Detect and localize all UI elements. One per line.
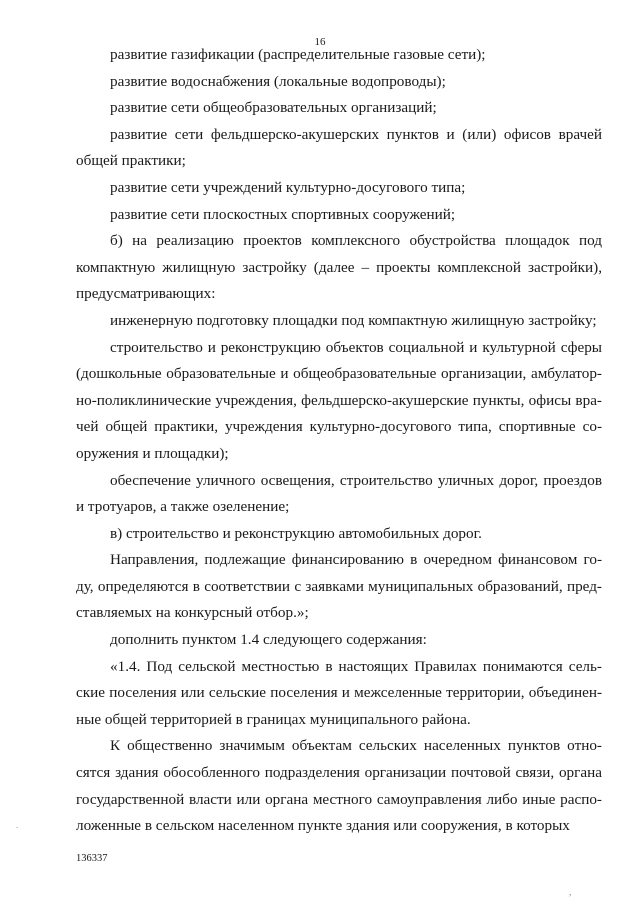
text-line: (дошкольные образовательные и общеобразовательные организации, амбулатор-	[76, 365, 602, 383]
text-line: развитие сети учреждений культурно-досугового типа;	[110, 178, 466, 196]
paragraph	[76, 202, 602, 229]
text-line: ду, определяются в соответствии с заявками муниципальных образований, пред-	[76, 577, 602, 595]
page-number: 16	[314, 36, 326, 48]
text-line: чей общей практики, учреждения культурно-досугового типа, спортивные со-	[76, 418, 602, 436]
text-line: предусматривающих:	[76, 285, 216, 303]
paragraph	[76, 122, 602, 175]
document-code: 136337	[76, 853, 108, 864]
text-line: общей практики;	[76, 152, 186, 170]
text-line: развитие газификации (распределительные газовые сети);	[110, 46, 486, 63]
text-line: оружения и площадки);	[76, 444, 229, 462]
text-line: ставляемых на конкурсный отбор.»;	[76, 604, 309, 622]
text-line: но-поликлинические учреждения, фельдшерско-акушерские пункты, офисы вра-	[76, 391, 602, 409]
text-line: ные общей территорией в границах муниципального района.	[76, 710, 471, 728]
text-line: инженерную подготовку площадки под компактную жилищную застройку;	[110, 311, 597, 329]
text-line: обеспечение уличного освещения, строительство уличных дорог, проездов	[110, 471, 602, 489]
text-line: ложенные в сельском населенном пункте здания или сооружения, в которых	[76, 817, 570, 835]
margin-mark: .	[16, 820, 19, 830]
text-line: К общественно значимым объектам сельских населенных пунктов отно-	[110, 737, 602, 755]
paragraph	[76, 547, 602, 627]
text-line: в) строительство и реконструкцию автомобильных дорог.	[110, 524, 482, 542]
text-line: строительство и реконструкцию объектов социальной и культурной сферы	[110, 338, 602, 356]
text-line: компактную жилищную застройку (далее – проекты комплексной застройки),	[76, 258, 602, 276]
scan-mark: ,	[569, 887, 572, 897]
text-line: ские поселения или сельские поселения и межселенные территории, объединен-	[76, 684, 602, 702]
text-line: развитие водоснабжения (локальные водопроводы);	[110, 72, 446, 90]
paragraph	[76, 335, 602, 468]
text-line: дополнить пунктом 1.4 следующего содержания:	[110, 631, 427, 649]
text-line: государственной власти или органа местного самоуправления либо иные распо-	[76, 790, 602, 808]
document-body	[76, 42, 602, 840]
text-line: развитие сети общеобразовательных организаций;	[110, 99, 437, 117]
paragraph	[76, 228, 602, 308]
paragraph	[76, 69, 602, 96]
paragraph	[76, 521, 602, 548]
paragraph	[76, 468, 602, 521]
paragraph	[76, 42, 602, 69]
text-line: развитие сети фельдшерско-акушерских пунктов и (или) офисов врачей	[110, 125, 602, 143]
text-line: Направления, подлежащие финансированию в очередном финансовом го-	[110, 551, 602, 569]
paragraph	[76, 733, 602, 839]
paragraph	[76, 175, 602, 202]
paragraph	[76, 95, 602, 122]
text-line: развитие сети плоскостных спортивных сооружений;	[110, 205, 456, 223]
text-line: сятся здания обособленного подразделения организации почтовой связи, органа	[76, 764, 602, 782]
paragraph	[76, 654, 602, 734]
text-line: «1.4. Под сельской местностью в настоящих Правилах понимаются сель-	[110, 657, 602, 675]
text-line: и тротуаров, а также озеленение;	[76, 498, 290, 516]
paragraph	[76, 308, 602, 335]
text-line: б) на реализацию проектов комплексного обустройства площадок под	[110, 232, 602, 250]
paragraph	[76, 627, 602, 654]
